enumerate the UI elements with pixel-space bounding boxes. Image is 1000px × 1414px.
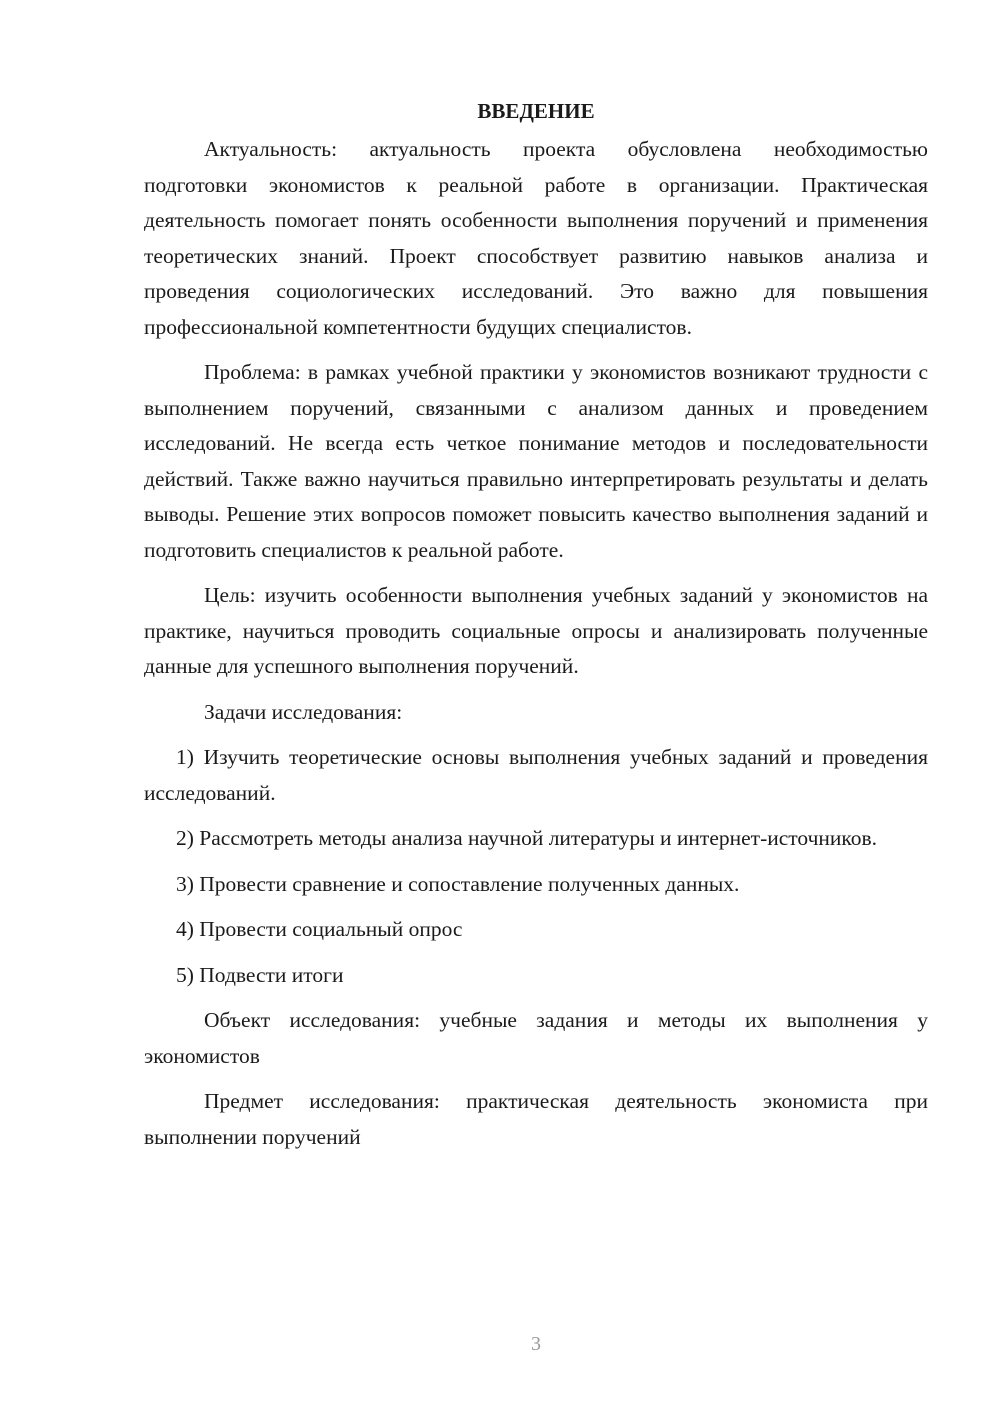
task-item-5: 5) Подвести итоги [176,962,344,987]
relevance-paragraph: Актуальность: актуальность проекта обусловлена необходимостью подготовки экономистов к реальной работе в организации. Практическая деятельность помогает понять особенности выполнения поручений и применения теоретических знаний. Проект способствует развитию навыков анализа и проведения социологических исследований. Это важно для повышения профессиональной компетентности будущих специалистов. [144,137,928,339]
task-item-2: 2) Рассмотреть методы анализа научной литературы и интернет-источников. [176,826,878,850]
section-heading: ВВЕДЕНИЕ [477,99,595,123]
problem-paragraph: Проблема: в рамках учебной практики у экономистов возникают трудности с выполнением поручений, связанными с анализом данных и проведением исследований. Не всегда есть четкое понимание методов и последовательности действий. Также важно научиться правильно интерпретировать результаты и делать выводы. Решение этих вопросов поможет повысить качество выполнения заданий и подготовить специалистов к реальной работе. [144,360,928,562]
task-item-4: 4) Провести социальный опрос [176,917,463,941]
research-object-paragraph: Объект исследования: учебные задания и методы их выполнения у экономистов [144,1008,928,1068]
tasks-title: Задачи исследования: [204,699,403,724]
task-item-3: 3) Провести сравнение и сопоставление полученных данных. [176,871,740,896]
document-page [144,96,928,1165]
goal-paragraph: Цель: изучить особенности выполнения учебных заданий у экономистов на практике, научиться проводить социальные опросы и анализировать полученные данные для успешного выполнения поручений. [144,583,928,678]
page-number: 3 [531,1333,541,1355]
task-item-1: 1) Изучить теоретические основы выполнения учебных заданий и проведения исследований. [144,745,928,805]
research-subject-paragraph: Предмет исследования: практическая деятельность экономиста при выполнении поручений [144,1089,928,1149]
